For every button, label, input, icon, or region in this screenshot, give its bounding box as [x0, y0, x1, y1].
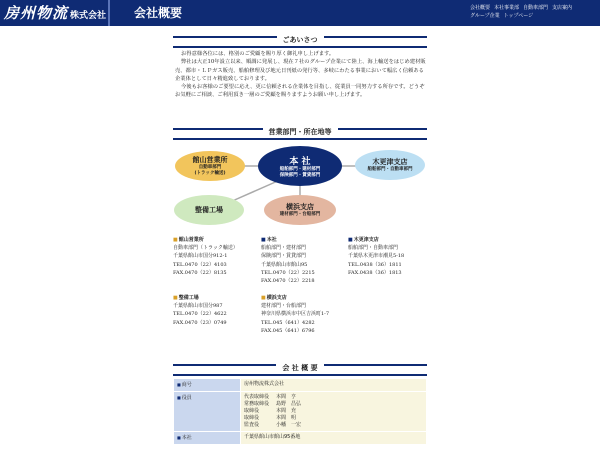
- offices-title: 営業部門・所在地等: [263, 128, 338, 136]
- diagram-kisarazu[interactable]: 木更津支店 船舶部門・自動車部門: [355, 150, 425, 180]
- company-logo[interactable]: [4, 3, 106, 23]
- logo-main: 房州物流: [4, 4, 69, 22]
- office-honsha: ■ 本社 船舶部門・建材部門 保険部門・賃貸部門 千葉県館山市館山95 TEL.0470（22）2215 FAX.0470（22）2218: [261, 236, 343, 285]
- greeting-heading: [173, 36, 427, 44]
- row-value: 房州物流株式会社: [241, 379, 427, 392]
- greeting-title: ごあいさつ: [277, 36, 324, 44]
- table-row: [174, 392, 427, 432]
- offices-heading: [173, 128, 427, 136]
- nav-branches[interactable]: 支店案内: [552, 5, 573, 11]
- office-yokohama: ■ 横浜支店 建材部門・台船部門 神奈川県横浜市中区吉浜町1-7 TEL.045（641）4282 FAX.045（641）6796: [261, 294, 343, 335]
- nav-company[interactable]: 会社概要: [470, 5, 491, 11]
- row-key: ■ 商号: [174, 379, 241, 392]
- nav-auto[interactable]: 自動車部門: [523, 5, 549, 11]
- header-divider: [108, 0, 110, 26]
- company-table: [173, 378, 427, 445]
- global-nav: [470, 4, 590, 20]
- site-header: [0, 0, 600, 26]
- company-title: 会 社 概 要: [276, 364, 323, 372]
- table-row: [174, 432, 427, 445]
- logo-sub: 株式会社: [70, 11, 107, 21]
- row-key: ■ 本社: [174, 432, 241, 445]
- company-heading: [173, 364, 427, 372]
- table-row: [174, 379, 427, 392]
- diagram-honsha[interactable]: 本 社 船舶部門・建材部門 保険部門・賃貸部門: [258, 146, 342, 186]
- office-tateyama: ■ 館山営業所 自動車部門（トラック輸送） 千葉県館山市国分912-1 TEL.0470（22）4103 FAX.0470（22）8135: [173, 236, 257, 277]
- greeting-p3: 今後もお客様のご要望に応え、更に信頼される企業体を目指し、従業員一同努力する所存です。どうぞお気軽にご相談、ご利用頂き一層のご愛顧を賜りますようお願い申し上げます。: [175, 84, 425, 99]
- row-value: 代表取締役 本間 亨 常務取締役 島野 昌弘 取締役 本間 充 取締役 本間 明 監査役 小幡 一宏: [241, 392, 427, 432]
- office-seibi: ■ 整備工場 千葉県館山市国分987 TEL.0470（22）4622 FAX.0470（23）0749: [173, 294, 257, 327]
- greeting-text: [175, 50, 427, 100]
- nav-honsha[interactable]: 本社事業部: [494, 5, 520, 11]
- office-kisarazu: ■ 木更津支店 船舶部門・自動車部門 千葉県木更津市潮見5-18 TEL.0438（36）1811 FAX.0438（36）1813: [348, 236, 430, 277]
- greeting-p1: お得意様各位には、格別のご愛顧を賜り厚く御礼申し上げます。: [181, 51, 335, 57]
- diagram-yokohama[interactable]: 横浜支店 建材部門・台船部門: [264, 195, 336, 225]
- nav-group[interactable]: グループ企業: [470, 13, 500, 19]
- page-title: 会社概要: [134, 6, 183, 20]
- nav-top[interactable]: トップページ: [503, 13, 534, 19]
- diagram-tateyama[interactable]: 館山営業所 自動車部門 (トラック輸送): [175, 151, 245, 181]
- greeting-p2: 弊社は大正10年設立以来、順調に発展し、現在７社のグループ企業にて陸上、海上輸送をはじめ建材販売、都市・ＬＰガス販売、船舶修理及び地元日刊紙の発行等、多岐にわたる事業において幅広く信頼ある企業体として日々精進致しております。: [175, 59, 426, 82]
- diagram-seibi[interactable]: 整備工場: [174, 195, 244, 225]
- row-key: ■ 役員: [174, 392, 241, 432]
- row-value: 千葉県館山市館山95番地: [241, 432, 427, 445]
- office-diagram: [170, 140, 430, 232]
